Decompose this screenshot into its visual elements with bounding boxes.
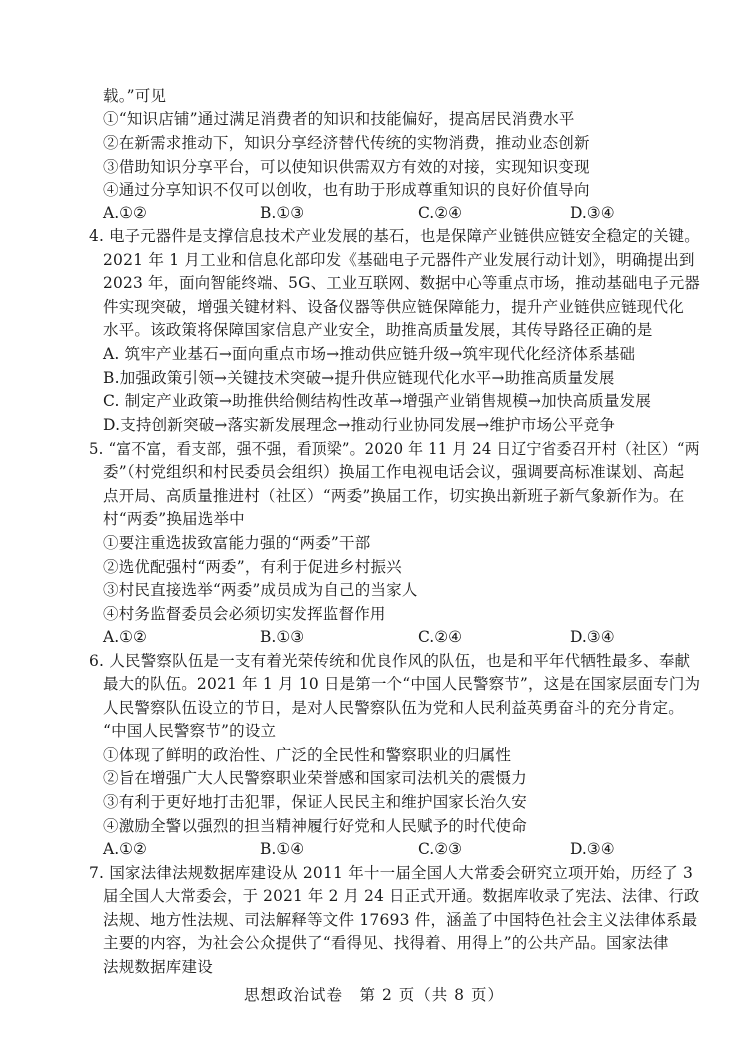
page-footer: 思想政治试卷 第 2 页（共 8 页） [244,986,504,1004]
q3-option-d: D.③④ [570,204,615,222]
q6-option-c: C.②③ [418,840,463,858]
q5-item-1: ①要注重选拔致富能力强的“两委”干部 [103,534,371,552]
q6-item-1: ①体现了鲜明的政治性、广泛的全民性和警察职业的归属性 [103,746,512,764]
q4-choice-c: C. 制定产业政策→助推供给侧结构性改革→增强产业销售规模→加快高质量发展 [103,392,652,410]
q4-stem-line-5: 水平。该政策将保障国家信息产业安全，助推高质量发展，其传导路径正确的是 [103,321,653,339]
q5-stem-line-4: 村“两委”换届选举中 [103,510,245,528]
q5-option-b: B.①③ [260,628,305,646]
q6-option-d: D.③④ [570,840,615,858]
q6-stem-line-4: “中国人民警察节”的设立 [103,722,277,740]
q3-stem-tail: 载。”可见 [103,87,167,105]
q6-stem-line-2: 最大的队伍。2021 年 1 月 10 日是第一个“中国人民警察节”，这是在国家层面专门为 [103,675,701,693]
q5-option-c: C.②④ [418,628,463,646]
q4-stem-line-2: 2021 年 1 月工业和信息化部印发《基础电子元器件产业发展行动计划》，明确提出到 [103,251,695,269]
q3-option-a: A.①② [103,204,147,222]
q4-stem-line-3: 2023 年，面向智能终端、5G、工业互联网、数据中心等重点市场，推动基础电子元器 [103,274,701,292]
q4-stem-line-4: 件实现突破，增强关键材料、设备仪器等供应链保障能力，提升产业链供应链现代化 [103,298,684,316]
q6-stem-line-3: 人民警察队伍设立的节日，是对人民警察队伍为党和人民利益英勇奋斗的充分肯定。 [103,699,684,717]
q5-stem-line-3: 点开局、高质量推进村（社区）“两委”换届工作，切实换出新班子新气象新作为。在 [103,487,685,505]
q4-choice-b: B.加强政策引领→关键技术突破→提升供应链现代化水平→助推高质量发展 [103,369,615,387]
q3-option-c: C.②④ [418,204,463,222]
q5-stem-line-1: 5. “富不富，看支部，强不强，看顶梁”。2020 年 11 月 24 日辽宁省委召开村（社区）“两 [89,440,700,458]
q5-item-2: ②选优配强村“两委”，有利于促进乡村振兴 [103,558,402,576]
q4-stem-line-1: 4. 电子元器件是支撑信息技术产业发展的基石，也是保障产业链供应链安全稳定的关键。 [89,227,700,245]
q5-stem-line-2: 委”（村党组织和村民委员会组织）换届工作电视电话会议，强调要高标准谋划、高起 [103,463,685,481]
q6-option-b: B.①④ [260,840,305,858]
q5-item-3: ③村民直接选举“两委”成员成为自己的当家人 [103,581,418,599]
q6-stem-line-1: 6. 人民警察队伍是一支有着光荣传统和优良作风的队伍，也是和平年代牺牲最多、奉献 [89,652,691,670]
q3-item-1: ①“知识店铺”通过满足消费者的知识和技能偏好，提高居民消费水平 [103,110,575,128]
q4-choice-a: A. 筑牢产业基石→面向重点市场→推动供应链升级→筑牢现代化经济体系基础 [103,345,636,363]
q3-item-3: ③借助知识分享平台，可以使知识供需双方有效的对接，实现知识变现 [103,158,590,176]
q3-item-2: ②在新需求推动下，知识分享经济替代传统的实物消费，推动业态创新 [103,134,590,152]
q3-option-b: B.①③ [260,204,305,222]
q6-option-a: A.①② [103,840,147,858]
q7-stem-line-1: 7. 国家法律法规数据库建设从 2011 年十一届全国人大常委会研究立项开始，历经了 3 [89,864,694,882]
q5-option-a: A.①② [103,628,147,646]
q4-choice-d: D.支持创新突破→落实新发展理念→推动行业协同发展→维护市场公平竞争 [103,416,616,434]
q5-option-d: D.③④ [570,628,615,646]
q7-stem-line-2: 届全国人大常委会，于 2021 年 2 月 24 日正式开通。数据库收录了宪法、法律、行政 [103,887,700,905]
q7-stem-line-5: 法规数据库建设 [103,958,213,976]
q6-item-3: ③有利于更好地打击犯罪，保证人民民主和维护国家长治久安 [103,793,527,811]
q7-stem-line-4: 主要的内容，为社会公众提供了“看得见、找得着、用得上”的公共产品。国家法律 [103,934,669,952]
q6-item-2: ②旨在增强广大人民警察职业荣誉感和国家司法机关的震慑力 [103,769,527,787]
q3-item-4: ④通过分享知识不仅可以创收，也有助于形成尊重知识的良好价值导向 [103,181,590,199]
q7-stem-line-3: 法规、地方性法规、司法解释等文件 17693 件，涵盖了中国特色社会主义法律体系最 [103,911,698,929]
q6-item-4: ④激励全警以强烈的担当精神履行好党和人民赋予的时代使命 [103,817,527,835]
q5-item-4: ④村务监督委员会必须切实发挥监督作用 [103,605,386,623]
